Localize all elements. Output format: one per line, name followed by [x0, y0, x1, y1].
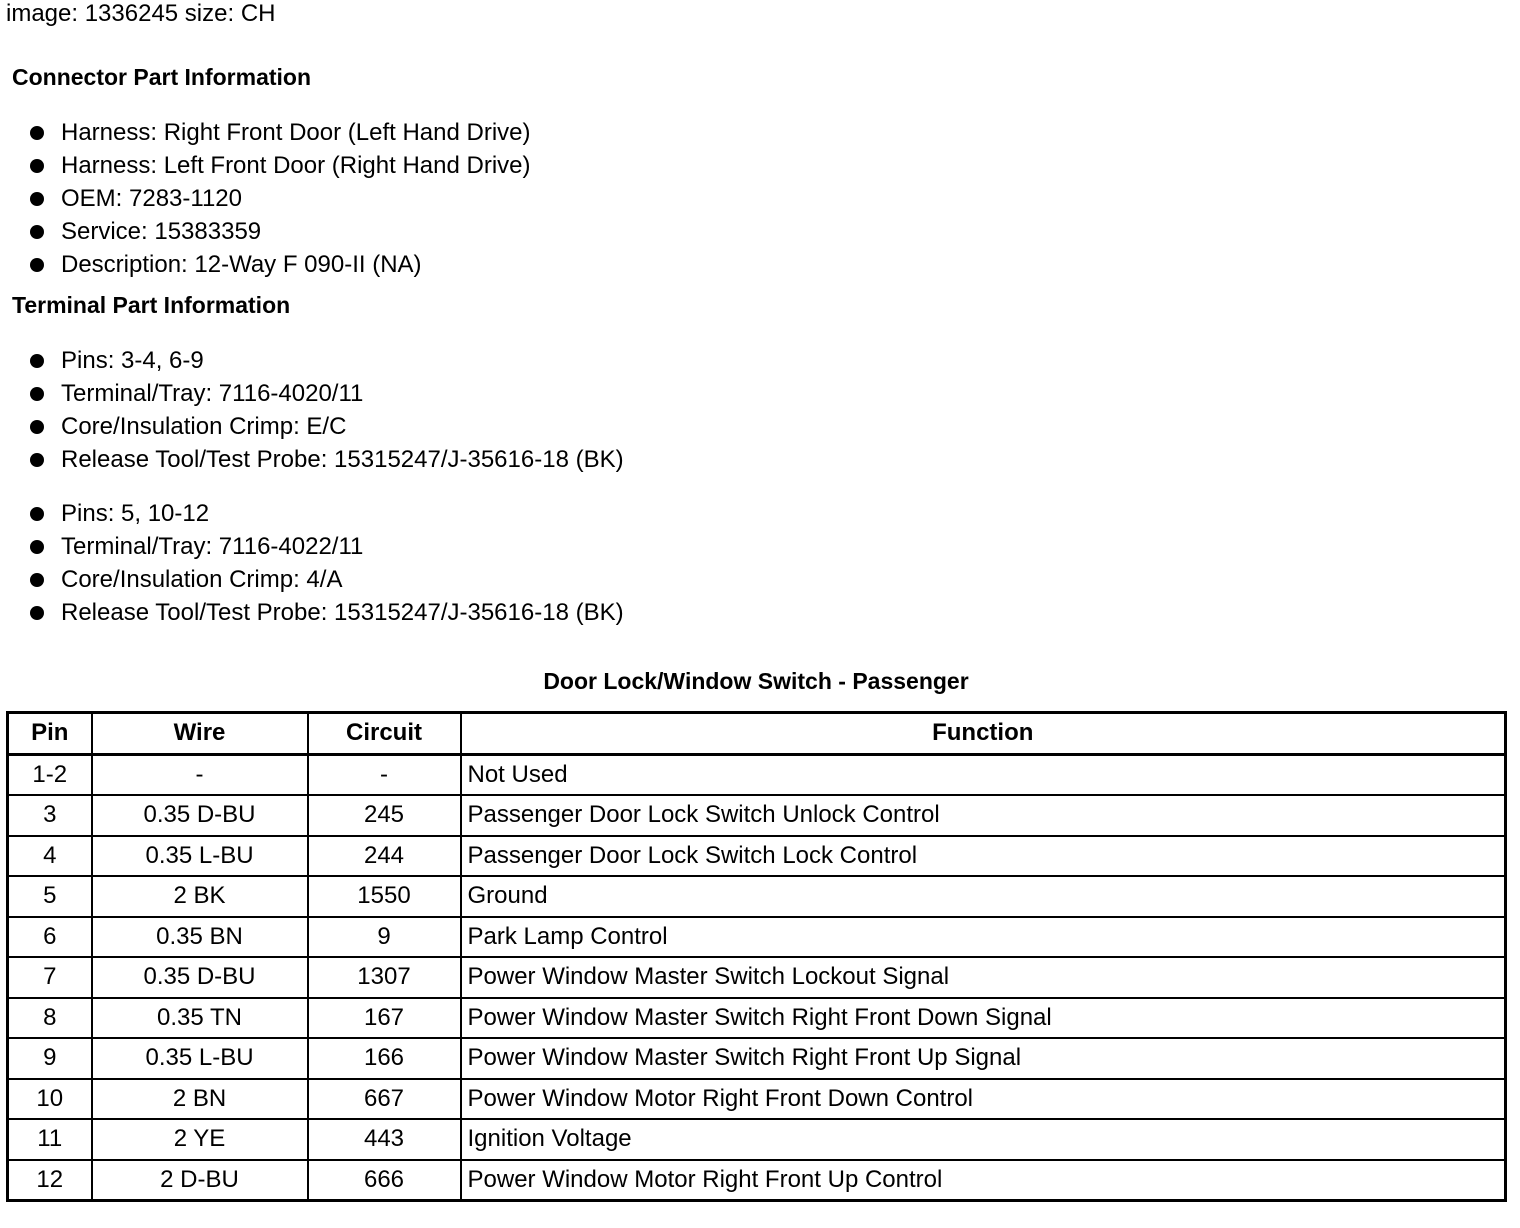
- list-item-text: Service: 15383359: [61, 218, 262, 245]
- cell-function: Park Lamp Control: [461, 917, 1506, 958]
- cell-circuit: 244: [308, 836, 461, 877]
- cell-circuit: 245: [308, 795, 461, 836]
- header-circuit: Circuit: [308, 713, 461, 755]
- list-item-text: Terminal/Tray: 7116-4020/11: [61, 380, 364, 407]
- list-item-text: Harness: Left Front Door (Right Hand Drive): [61, 152, 531, 179]
- list-item-text: Description: 12-Way F 090-II (NA): [61, 251, 422, 278]
- bullet-icon: [30, 159, 44, 173]
- bullet-icon: [30, 192, 44, 206]
- header-pin: Pin: [8, 713, 92, 755]
- cell-circuit: 667: [308, 1079, 461, 1120]
- cell-pin: 12: [8, 1160, 92, 1201]
- cell-circuit: -: [308, 754, 461, 795]
- cell-circuit: 167: [308, 998, 461, 1039]
- list-item: [30, 248, 531, 281]
- table-row: [8, 876, 1506, 917]
- list-item: [30, 596, 624, 629]
- cell-function: Power Window Master Switch Lockout Signal: [461, 957, 1506, 998]
- terminal-info-list-2: [30, 497, 624, 629]
- table-row: [8, 957, 1506, 998]
- pinout-table: [6, 711, 1507, 1202]
- connector-section-title: Connector Part Information: [12, 64, 312, 90]
- table-row: [8, 836, 1506, 877]
- list-item: [30, 443, 624, 476]
- table-row: [8, 795, 1506, 836]
- table-row: [8, 998, 1506, 1039]
- table-title: Door Lock/Window Switch - Passenger: [543, 668, 969, 694]
- cell-circuit: 443: [308, 1119, 461, 1160]
- table-row: [8, 1160, 1506, 1201]
- list-item: [30, 215, 531, 248]
- list-item: [30, 344, 624, 377]
- cell-function: Power Window Master Switch Right Front Down Signal: [461, 998, 1506, 1039]
- cell-function: Power Window Motor Right Front Down Control: [461, 1079, 1506, 1120]
- bullet-icon: [30, 258, 44, 272]
- list-item-text: Release Tool/Test Probe: 15315247/J-35616-18 (BK): [61, 599, 624, 626]
- cell-function: Ground: [461, 876, 1506, 917]
- cell-wire: 2 D-BU: [92, 1160, 308, 1201]
- connector-info-list: [30, 116, 531, 281]
- cell-wire: 0.35 D-BU: [92, 957, 308, 998]
- cell-wire: 2 BK: [92, 876, 308, 917]
- table-row: [8, 1119, 1506, 1160]
- cell-circuit: 1307: [308, 957, 461, 998]
- list-item: [30, 497, 624, 530]
- cell-wire: 0.35 BN: [92, 917, 308, 958]
- list-item: [30, 530, 624, 563]
- bullet-icon: [30, 540, 44, 554]
- cell-pin: 1-2: [8, 754, 92, 795]
- terminal-info-list-1: [30, 344, 624, 476]
- cell-circuit: 9: [308, 917, 461, 958]
- header-wire: Wire: [92, 713, 308, 755]
- cell-pin: 3: [8, 795, 92, 836]
- list-item-text: Release Tool/Test Probe: 15315247/J-35616-18 (BK): [61, 446, 624, 473]
- table-row: [8, 1079, 1506, 1120]
- bullet-icon: [30, 354, 44, 368]
- list-item: [30, 116, 531, 149]
- list-item: [30, 182, 531, 215]
- cell-pin: 6: [8, 917, 92, 958]
- list-item: [30, 563, 624, 596]
- terminal-section-title: Terminal Part Information: [12, 292, 291, 318]
- bullet-icon: [30, 126, 44, 140]
- list-item-text: Harness: Right Front Door (Left Hand Drive): [61, 119, 531, 146]
- bullet-icon: [30, 573, 44, 587]
- cell-wire: 0.35 L-BU: [92, 1038, 308, 1079]
- cell-wire: 0.35 D-BU: [92, 795, 308, 836]
- cell-pin: 11: [8, 1119, 92, 1160]
- cell-pin: 10: [8, 1079, 92, 1120]
- cell-function: Passenger Door Lock Switch Unlock Control: [461, 795, 1506, 836]
- cell-function: Passenger Door Lock Switch Lock Control: [461, 836, 1506, 877]
- cell-pin: 5: [8, 876, 92, 917]
- cell-pin: 9: [8, 1038, 92, 1079]
- bullet-icon: [30, 507, 44, 521]
- image-header: image: 1336245 size: CH: [6, 0, 276, 27]
- cell-wire: 2 BN: [92, 1079, 308, 1120]
- cell-circuit: 1550: [308, 876, 461, 917]
- table-row: [8, 754, 1506, 795]
- bullet-icon: [30, 453, 44, 467]
- cell-function: Power Window Motor Right Front Up Control: [461, 1160, 1506, 1201]
- table-row: [8, 917, 1506, 958]
- list-item-text: Terminal/Tray: 7116-4022/11: [61, 533, 364, 560]
- cell-circuit: 166: [308, 1038, 461, 1079]
- cell-wire: -: [92, 754, 308, 795]
- bullet-icon: [30, 606, 44, 620]
- cell-function: Power Window Master Switch Right Front Up Signal: [461, 1038, 1506, 1079]
- cell-wire: 0.35 L-BU: [92, 836, 308, 877]
- header-function: Function: [461, 713, 1506, 755]
- bullet-icon: [30, 387, 44, 401]
- cell-pin: 8: [8, 998, 92, 1039]
- list-item: [30, 149, 531, 182]
- cell-function: Ignition Voltage: [461, 1119, 1506, 1160]
- cell-function: Not Used: [461, 754, 1506, 795]
- cell-wire: 2 YE: [92, 1119, 308, 1160]
- list-item-text: OEM: 7283-1120: [61, 185, 242, 212]
- bullet-icon: [30, 420, 44, 434]
- bullet-icon: [30, 225, 44, 239]
- list-item-text: Pins: 5, 10-12: [61, 500, 210, 527]
- list-item-text: Pins: 3-4, 6-9: [61, 347, 204, 374]
- list-item: [30, 410, 624, 443]
- cell-wire: 0.35 TN: [92, 998, 308, 1039]
- cell-pin: 4: [8, 836, 92, 877]
- cell-pin: 7: [8, 957, 92, 998]
- list-item: [30, 377, 624, 410]
- cell-circuit: 666: [308, 1160, 461, 1201]
- list-item-text: Core/Insulation Crimp: 4/A: [61, 566, 343, 593]
- list-item-text: Core/Insulation Crimp: E/C: [61, 413, 347, 440]
- table-row: [8, 1038, 1506, 1079]
- table-header-row: [8, 713, 1506, 755]
